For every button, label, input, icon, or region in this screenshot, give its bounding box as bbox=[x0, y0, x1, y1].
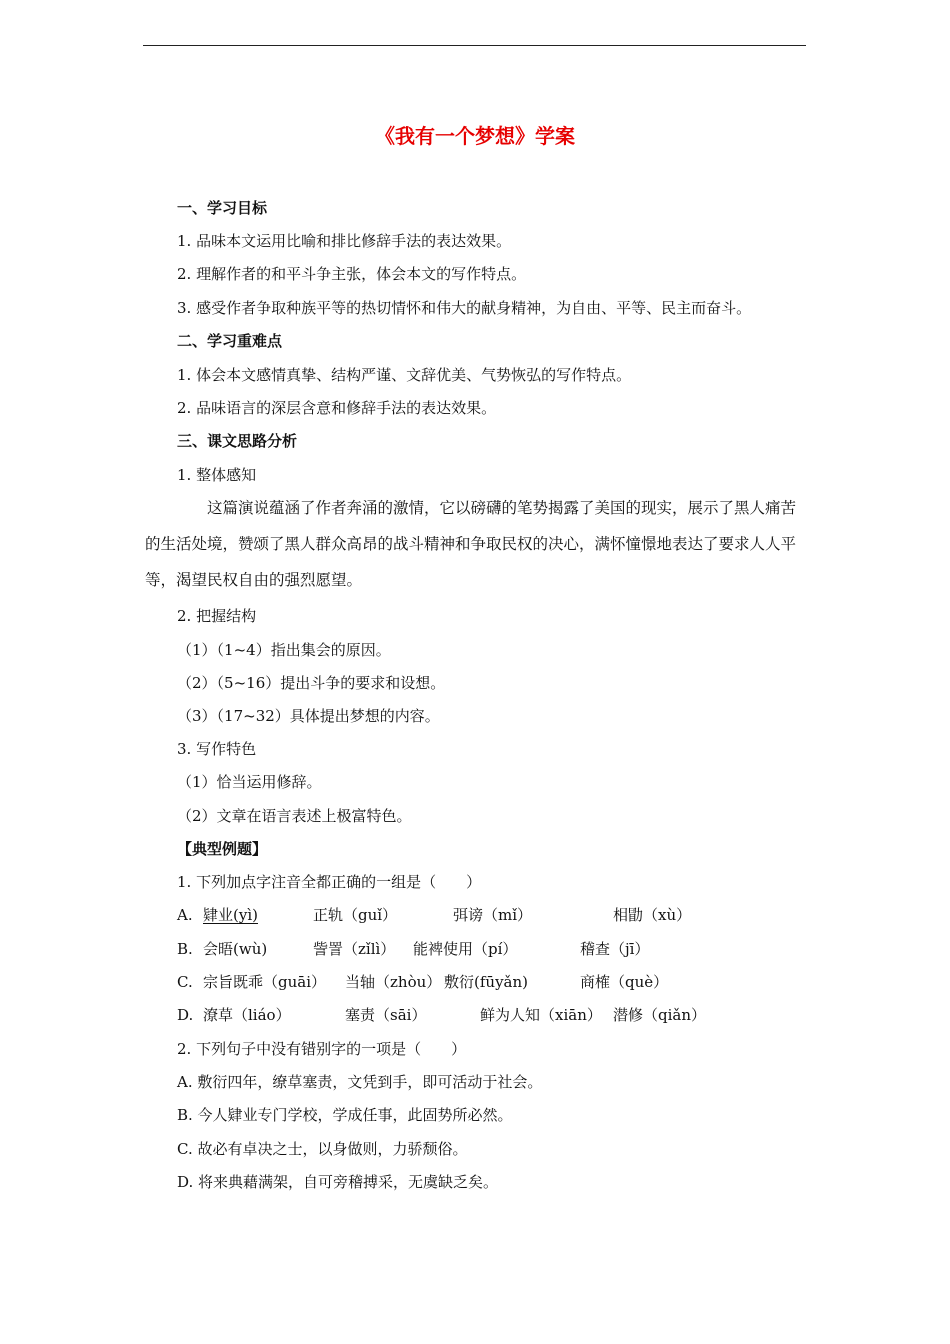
question-2-option: C. 故必有卓决之士，以身做则，力骄颓俗。 bbox=[177, 1140, 468, 1158]
option-c-word: 商榷（què） bbox=[580, 973, 669, 991]
key-point-item: 2. 品味语言的深层含意和修辞手法的表达效果。 bbox=[177, 399, 497, 417]
option-a-label: A. bbox=[177, 906, 193, 924]
option-a-word: 弭谤（mǐ） bbox=[453, 906, 533, 924]
section-heading-goals: 一、学习目标 bbox=[177, 199, 268, 217]
feature-item: （1）恰当运用修辞。 bbox=[177, 773, 322, 791]
subheading-overall: 1. 整体感知 bbox=[177, 466, 257, 484]
option-b-word: 稽查（jī） bbox=[580, 940, 650, 958]
subheading-structure: 2. 把握结构 bbox=[177, 607, 257, 625]
option-a-word: 正轨（guǐ） bbox=[313, 906, 398, 924]
key-point-item: 1. 体会本文感情真挚、结构严谨、文辞优美、气势恢弘的写作特点。 bbox=[177, 366, 632, 384]
option-d-word: 鲜为人知（xiān） bbox=[480, 1006, 602, 1024]
structure-item: （2）（5~16）提出斗争的要求和设想。 bbox=[177, 674, 446, 692]
option-b-label: B. bbox=[177, 940, 193, 958]
option-d-word: 塞责（sāi） bbox=[345, 1006, 427, 1024]
goal-item: 1. 品味本文运用比喻和排比修辞手法的表达效果。 bbox=[177, 232, 512, 250]
question-2-option: B. 今人肄业专门学校，学成任事，此固势所必然。 bbox=[177, 1106, 513, 1124]
structure-item: （3）（17~32）具体提出梦想的内容。 bbox=[177, 707, 440, 725]
option-b-word: 訾詈（zǐlì） bbox=[313, 940, 396, 958]
structure-item: （1）（1~4）指出集会的原因。 bbox=[177, 641, 391, 659]
question-2-option: D. 将来典藉满架，自可旁稽搏采，无虞缺乏矣。 bbox=[177, 1173, 499, 1191]
option-d-label: D. bbox=[177, 1006, 194, 1024]
option-d-word: 潦草（liáo） bbox=[203, 1006, 291, 1024]
section-heading-key-points: 二、学习重难点 bbox=[177, 332, 283, 350]
overall-paragraph: 这篇演说蕴涵了作者奔涌的激情，它以磅礴的笔势揭露了美国的现实，展示了黑人痛苦的生活处境，赞颂了黑人群众高昂的战斗精神和争取民权的决心，满怀憧憬地表达了要求人人平等，渴望民权自由的强烈愿望。 bbox=[145, 499, 797, 589]
option-c-word: 宗旨既乖（guāi） bbox=[203, 973, 327, 991]
option-c-word: 敷衍(fūyǎn) bbox=[444, 973, 528, 991]
question-1-stem: 1. 下列加点字注音全都正确的一组是（ ） bbox=[177, 873, 482, 891]
option-d-word: 潜修（qiǎn） bbox=[613, 1006, 707, 1024]
option-c-label: C. bbox=[177, 973, 193, 991]
section-heading-examples: 【典型例题】 bbox=[177, 840, 268, 858]
option-a-word: 相勖（xù） bbox=[613, 906, 692, 924]
feature-item: （2）文章在语言表述上极富特色。 bbox=[177, 807, 412, 825]
section-heading-analysis: 三、课文思路分析 bbox=[177, 432, 298, 450]
question-2-option: A. 敷衍四年，缭草塞责，文凭到手，即可活动于社会。 bbox=[177, 1073, 543, 1091]
option-a-word: 肄业(yì) bbox=[203, 906, 258, 924]
header-rule bbox=[143, 45, 806, 46]
goal-item: 2. 理解作者的和平斗争主张，体会本文的写作特点。 bbox=[177, 265, 527, 283]
option-b-word: 能裨使用（pí） bbox=[413, 940, 518, 958]
question-2-stem: 2. 下列句子中没有错别字的一项是（ ） bbox=[177, 1040, 467, 1058]
subheading-features: 3. 写作特色 bbox=[177, 740, 257, 758]
option-b-word: 会晤(wù) bbox=[203, 940, 268, 958]
option-c-word: 当轴（zhòu） bbox=[345, 973, 442, 991]
page-title: 《我有一个梦想》学案 bbox=[375, 124, 575, 148]
goal-item: 3. 感受作者争取种族平等的热切情怀和伟大的献身精神，为自由、平等、民主而奋斗。 bbox=[177, 299, 752, 317]
